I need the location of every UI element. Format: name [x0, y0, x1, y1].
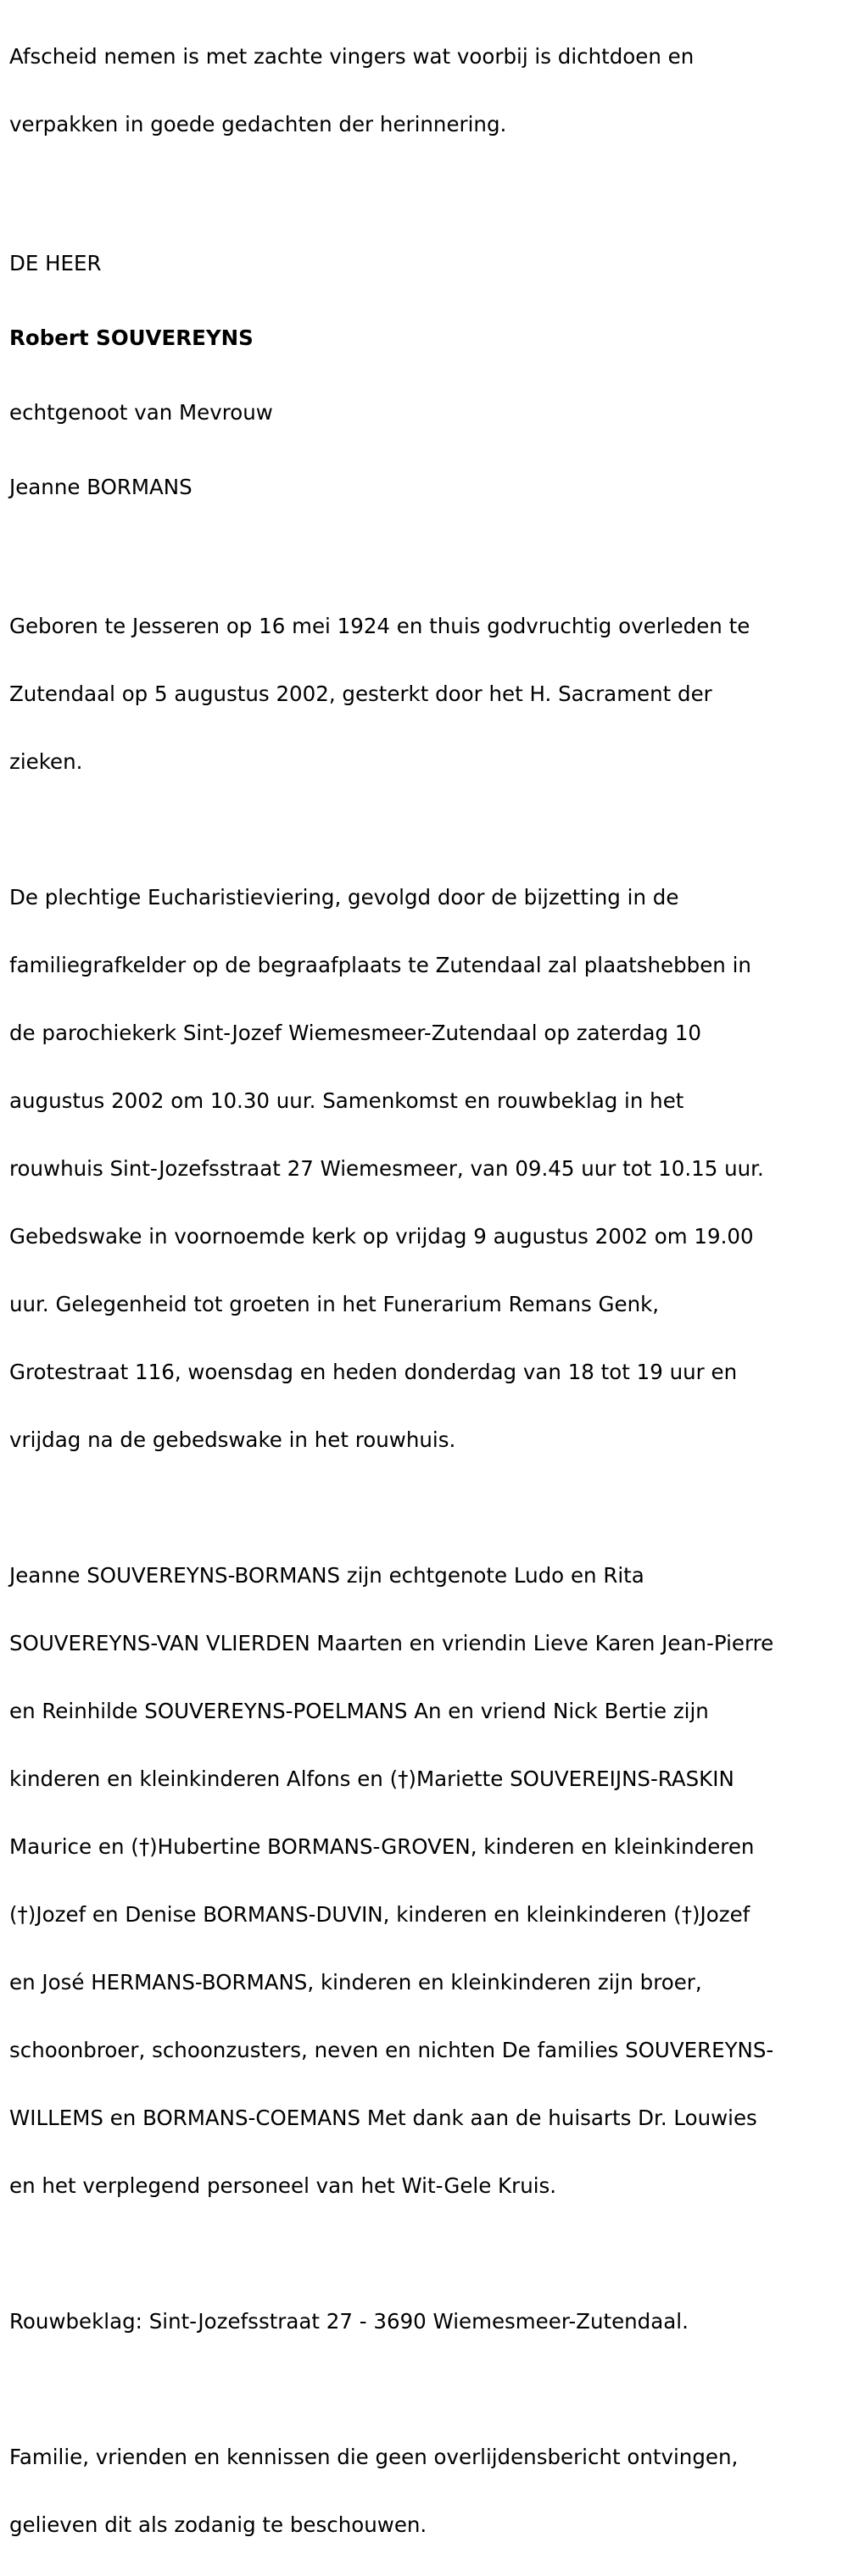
paragraph-line: SOUVEREYNS-VAN VLIERDEN Maarten en vriendin Lieve Karen Jean-Pierre — [9, 1631, 774, 1655]
paragraph-line: WILLEMS en BORMANS-COEMANS Met dank aan de huisarts Dr. Louwies — [9, 2106, 757, 2130]
intro-line: Afscheid nemen is met zachte vingers wat voorbij is dichtdoen en — [9, 44, 695, 69]
spacer — [9, 813, 848, 847]
deceased-spouse: Jeanne BORMANS — [9, 475, 192, 499]
paragraph-line: (†)Jozef en Denise BORMANS-DUVIN, kinderen en kleinkinderen (†)Jozef — [9, 1902, 750, 1927]
paragraph-line: rouwhuis Sint-Jozefsstraat 27 Wiemesmeer, van 09.45 uur tot 10.15 uur. — [9, 1156, 764, 1181]
ceremony-paragraph — [9, 847, 848, 1491]
paragraph-line: zieken. — [9, 749, 83, 774]
paragraph-line: en Reinhilde SOUVEREYNS-POELMANS An en vriend Nick Bertie zijn — [9, 1699, 709, 1723]
paragraph-line: Zutendaal op 5 augustus 2002, gesterkt door het H. Sacrament der — [9, 682, 712, 706]
deceased-block — [9, 209, 848, 542]
paragraph-line: uur. Gelegenheid tot groeten in het Funerarium Remans Genk, — [9, 1292, 660, 1316]
spacer — [9, 1491, 848, 1525]
paragraph-line: Familie, vrienden en kennissen die geen overlijdensbericht ontvingen, — [9, 2445, 739, 2469]
deceased-title: DE HEER — [9, 251, 102, 275]
paragraph-line: en het verplegend personeel van het Wit-Gele Kruis. — [9, 2173, 557, 2198]
closing-paragraph — [9, 2406, 848, 2576]
paragraph-line: Geboren te Jesseren op 16 mei 1924 en thuis godvruchtig overleden te — [9, 614, 750, 638]
paragraph-line: augustus 2002 om 10.30 uur. Samenkomst en rouwbeklag in het — [9, 1088, 684, 1113]
paragraph-line: Gebedswake in voornoemde kerk op vrijdag 9 augustus 2002 om 19.00 — [9, 1224, 754, 1249]
paragraph-line: vrijdag na de gebedswake in het rouwhuis. — [9, 1427, 456, 1452]
spacer — [9, 2373, 848, 2406]
intro-paragraph — [9, 6, 848, 175]
spacer — [9, 542, 848, 576]
paragraph-line: Jeanne SOUVEREYNS-BORMANS zijn echtgenote Ludo en Rita — [9, 1563, 644, 1588]
deceased-name: Robert SOUVEREYNS — [9, 325, 254, 350]
paragraph-line: De plechtige Eucharistieviering, gevolgd door de bijzetting in de — [9, 885, 679, 910]
spacer — [9, 2237, 848, 2271]
paragraph-line: Grotestraat 116, woensdag en heden donderdag van 18 tot 19 uur en — [9, 1360, 738, 1384]
paragraph-line: de parochiekerk Sint-Jozef Wiemesmeer-Zutendaal op zaterdag 10 — [9, 1021, 702, 1045]
spacer — [9, 175, 848, 209]
paragraph-line: gelieven dit als zodanig te beschouwen. — [9, 2512, 427, 2537]
paragraph-line: kinderen en kleinkinderen Alfons en (†)Mariette SOUVEREIJNS-RASKIN — [9, 1766, 734, 1791]
paragraph-line: Maurice en (†)Hubertine BORMANS-GROVEN, kinderen en kleinkinderen — [9, 1834, 755, 1859]
paragraph-line: en José HERMANS-BORMANS, kinderen en kleinkinderen zijn broer, — [9, 1970, 702, 1995]
birth-death-paragraph — [9, 576, 848, 813]
paragraph-line: familiegrafkelder op de begraafplaats te Zutendaal zal plaatshebben in — [9, 953, 751, 977]
condolence-paragraph — [9, 2271, 848, 2373]
intro-line: verpakken in goede gedachten der herinnering. — [9, 112, 507, 136]
deceased-relation: echtgenoot van Mevrouw — [9, 400, 273, 425]
paragraph-line: schoonbroer, schoonzusters, neven en nichten De families SOUVEREYNS- — [9, 2038, 774, 2062]
family-paragraph — [9, 1525, 848, 2237]
paragraph-line: Rouwbeklag: Sint-Jozefsstraat 27 - 3690 Wiemesmeer-Zutendaal. — [9, 2309, 689, 2334]
